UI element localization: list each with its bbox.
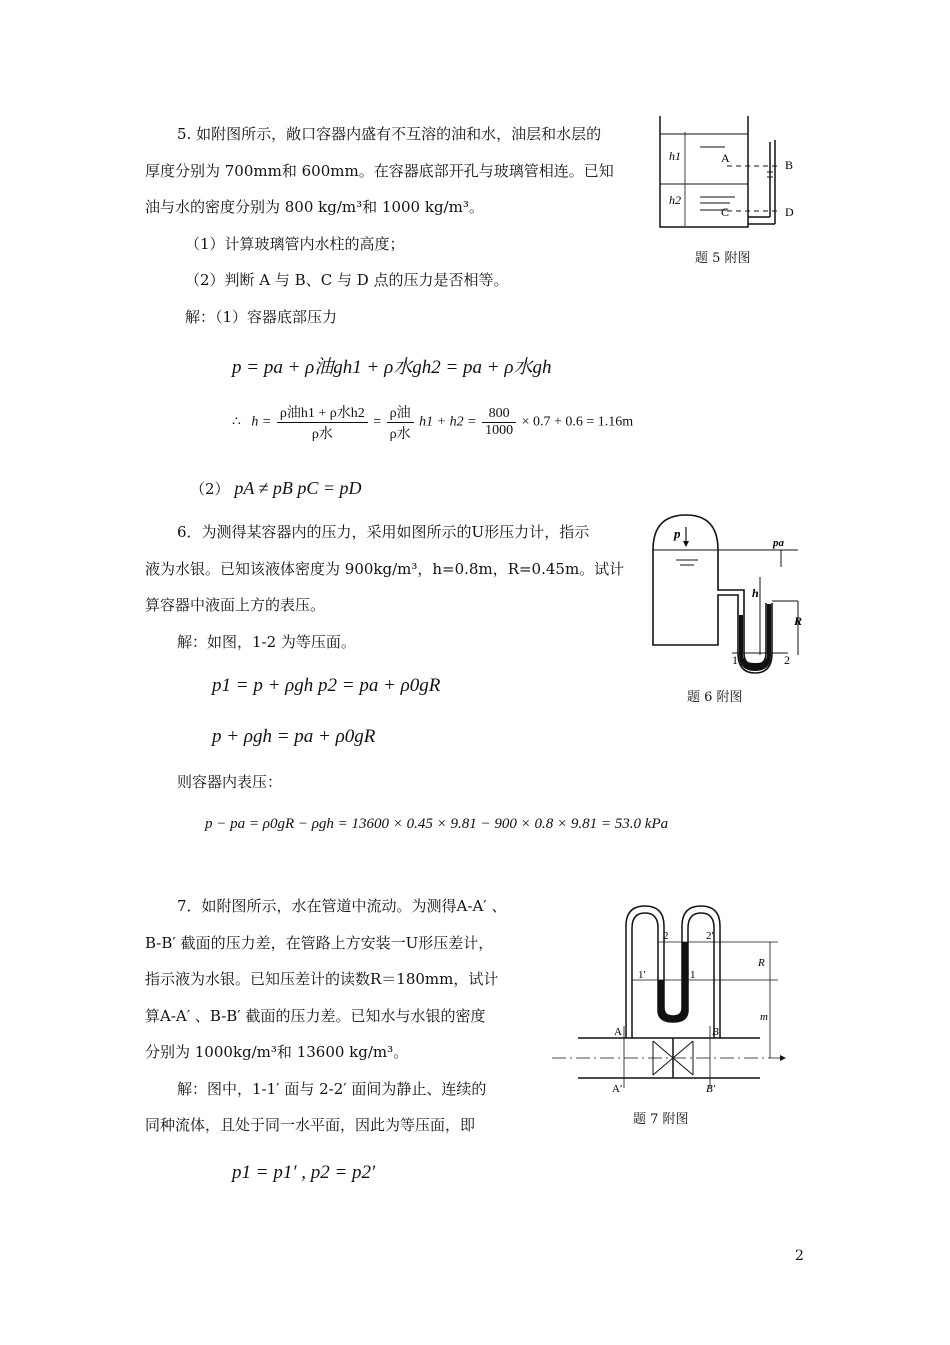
fig7-label-m: m [760,1011,768,1023]
p7-line-6: 解：图中，1-1′ 面与 2-2′ 面间为静止、连续的 [177,1079,487,1098]
fig6-label-1: 1 [732,653,738,667]
p5-line-4: （1）计算玻璃管内水柱的高度； [185,234,405,253]
p6-equation-3: p − pa = ρ0gR − ρgh = 13600 × 0.45 × 9.81 − 900 × 0.8 × 9.81 = 53.0 kPa [205,816,669,832]
fig5-label-a: A [721,151,730,165]
p7-line-5: 分别为 1000kg/m³和 13600 kg/m³。 [145,1043,409,1061]
frac-3-den: 1000 [485,423,514,438]
p5-line-1: 5. 如附图所示，敞口容器内盛有不互溶的油和水，油层和水层的 [177,125,602,143]
fig5-label-h2: h2 [669,193,681,207]
frac-1 [277,402,368,443]
fig7-label-2-prime: 2′ [706,930,714,942]
fig6-label-h: h [752,586,759,600]
p5-line-3: 油与水的密度分别为 800 kg/m³和 1000 kg/m³。 [145,198,484,216]
p6-line-3: 算容器中液面上方的表压。 [145,596,326,614]
p5-equation-1: p = pa + ρ油gh1 + ρ水gh2 = pa + ρ水gh [232,357,552,378]
p6-line-4: 解：如图，1-2 为等压面。 [177,632,356,651]
fig7-label-r: R [758,957,765,969]
fig6-label-r: R [794,614,803,628]
fig7-label-2: 2 [663,930,669,942]
fig7-label-a-prime: A′ [612,1083,623,1095]
fig7-label-b: B [712,1026,719,1038]
p7-equation-1: p1 = p1′ , p2 = p2′ [232,1162,376,1183]
p6-line-2: 液为水银。已知该液体密度为 900kg/m³，h=0.8m，R=0.45m。试计 [145,559,625,578]
fig6-label-pa: pa [773,537,784,549]
figure-7-caption: 题 7 附图 [633,1112,689,1127]
p5-line-2: 厚度分别为 700mm和 600mm。在容器底部开孔与玻璃管相连。已知 [145,161,614,180]
problem-7-text [145,888,506,1144]
fig6-label-2: 2 [784,653,790,667]
p6-equation-1: p1 = p + ρgh p2 = pa + ρ0gR [212,675,441,696]
fig5-label-h1: h1 [669,149,681,163]
p7-line-1: 7．如附图所示，水在管道中流动。为测得A-A′ 、 [177,897,507,915]
frac-2 [387,402,414,443]
fig6-label-p: p [674,526,681,541]
p7-line-4: 算A-A′ 、B-B′ 截面的压力差。已知水与水银的密度 [145,1006,486,1025]
problem-5-text [145,116,614,335]
figure-6-diagram [648,505,818,675]
figure-5-caption: 题 5 附图 [695,251,751,266]
p6-line-5: 则容器内表压： [177,773,283,791]
problem-6-text [145,514,624,660]
eq3-text: pA ≠ pB pC = pD [234,478,362,498]
fig5-label-d: D [785,205,794,219]
p5-equation-2: ∴ h = $\frac{\text{ρ油h1 + ρ水h2}}{\text{ρ水}}$ = $\frac{\text{ρ油}}{\text{ρ水}}$ h1 + h2 = $\frac{800}{1000}$ × 0.7 + 0.6 = 1.16m [232,402,633,443]
frac-2-num: ρ油 [387,402,414,423]
eq2-tail: × 0.7 + 0.6 = 1.16m [521,414,634,430]
frac-3-num: 800 [482,406,516,423]
fig7-label-1: 1 [690,969,696,981]
frac-1-den: ρ水 [311,427,333,442]
p5-line-6: 解：（1）容器底部压力 [185,307,338,326]
fig7-label-b-prime: B′ [706,1083,716,1095]
frac-2-den: ρ水 [389,427,411,442]
p7-line-3: 指示液为水银。已知压差计的读数R＝180mm，试计 [145,970,499,988]
fig7-label-a: A [614,1026,622,1038]
eq2-h: h = [251,414,272,430]
p6-equation-2: p + ρgh = pa + ρ0gR [212,726,376,747]
figure-7-diagram [548,898,788,1098]
p5-equation-3 [190,478,362,499]
p7-line-2: B-B′ 截面的压力差，在管路上方安装一U形压差计， [145,933,494,952]
page-number: 2 [795,1248,804,1264]
figure-6-caption: 题 6 附图 [687,690,743,705]
figure-5-diagram [655,112,805,232]
eq3-label: （2） [190,480,230,498]
therefore-symbol: ∴ [232,414,241,430]
fig5-label-b: B [785,158,794,172]
p5-line-5: （2）判断 A 与 B、C 与 D 点的压力是否相等。 [185,271,509,289]
eq2-mid: h1 + h2 = [419,414,477,430]
p7-line-7: 同种流体，且处于同一水平面，因此为等压面，即 [145,1116,476,1134]
frac-3 [482,406,516,439]
frac-1-num: ρ油h1 + ρ水h2 [277,402,368,423]
fig7-label-1-prime: 1′ [638,969,646,981]
fig5-label-c: C [721,205,730,219]
p6-line-1: 6．为测得某容器内的压力，采用如图所示的U形压力计，指示 [177,523,590,541]
